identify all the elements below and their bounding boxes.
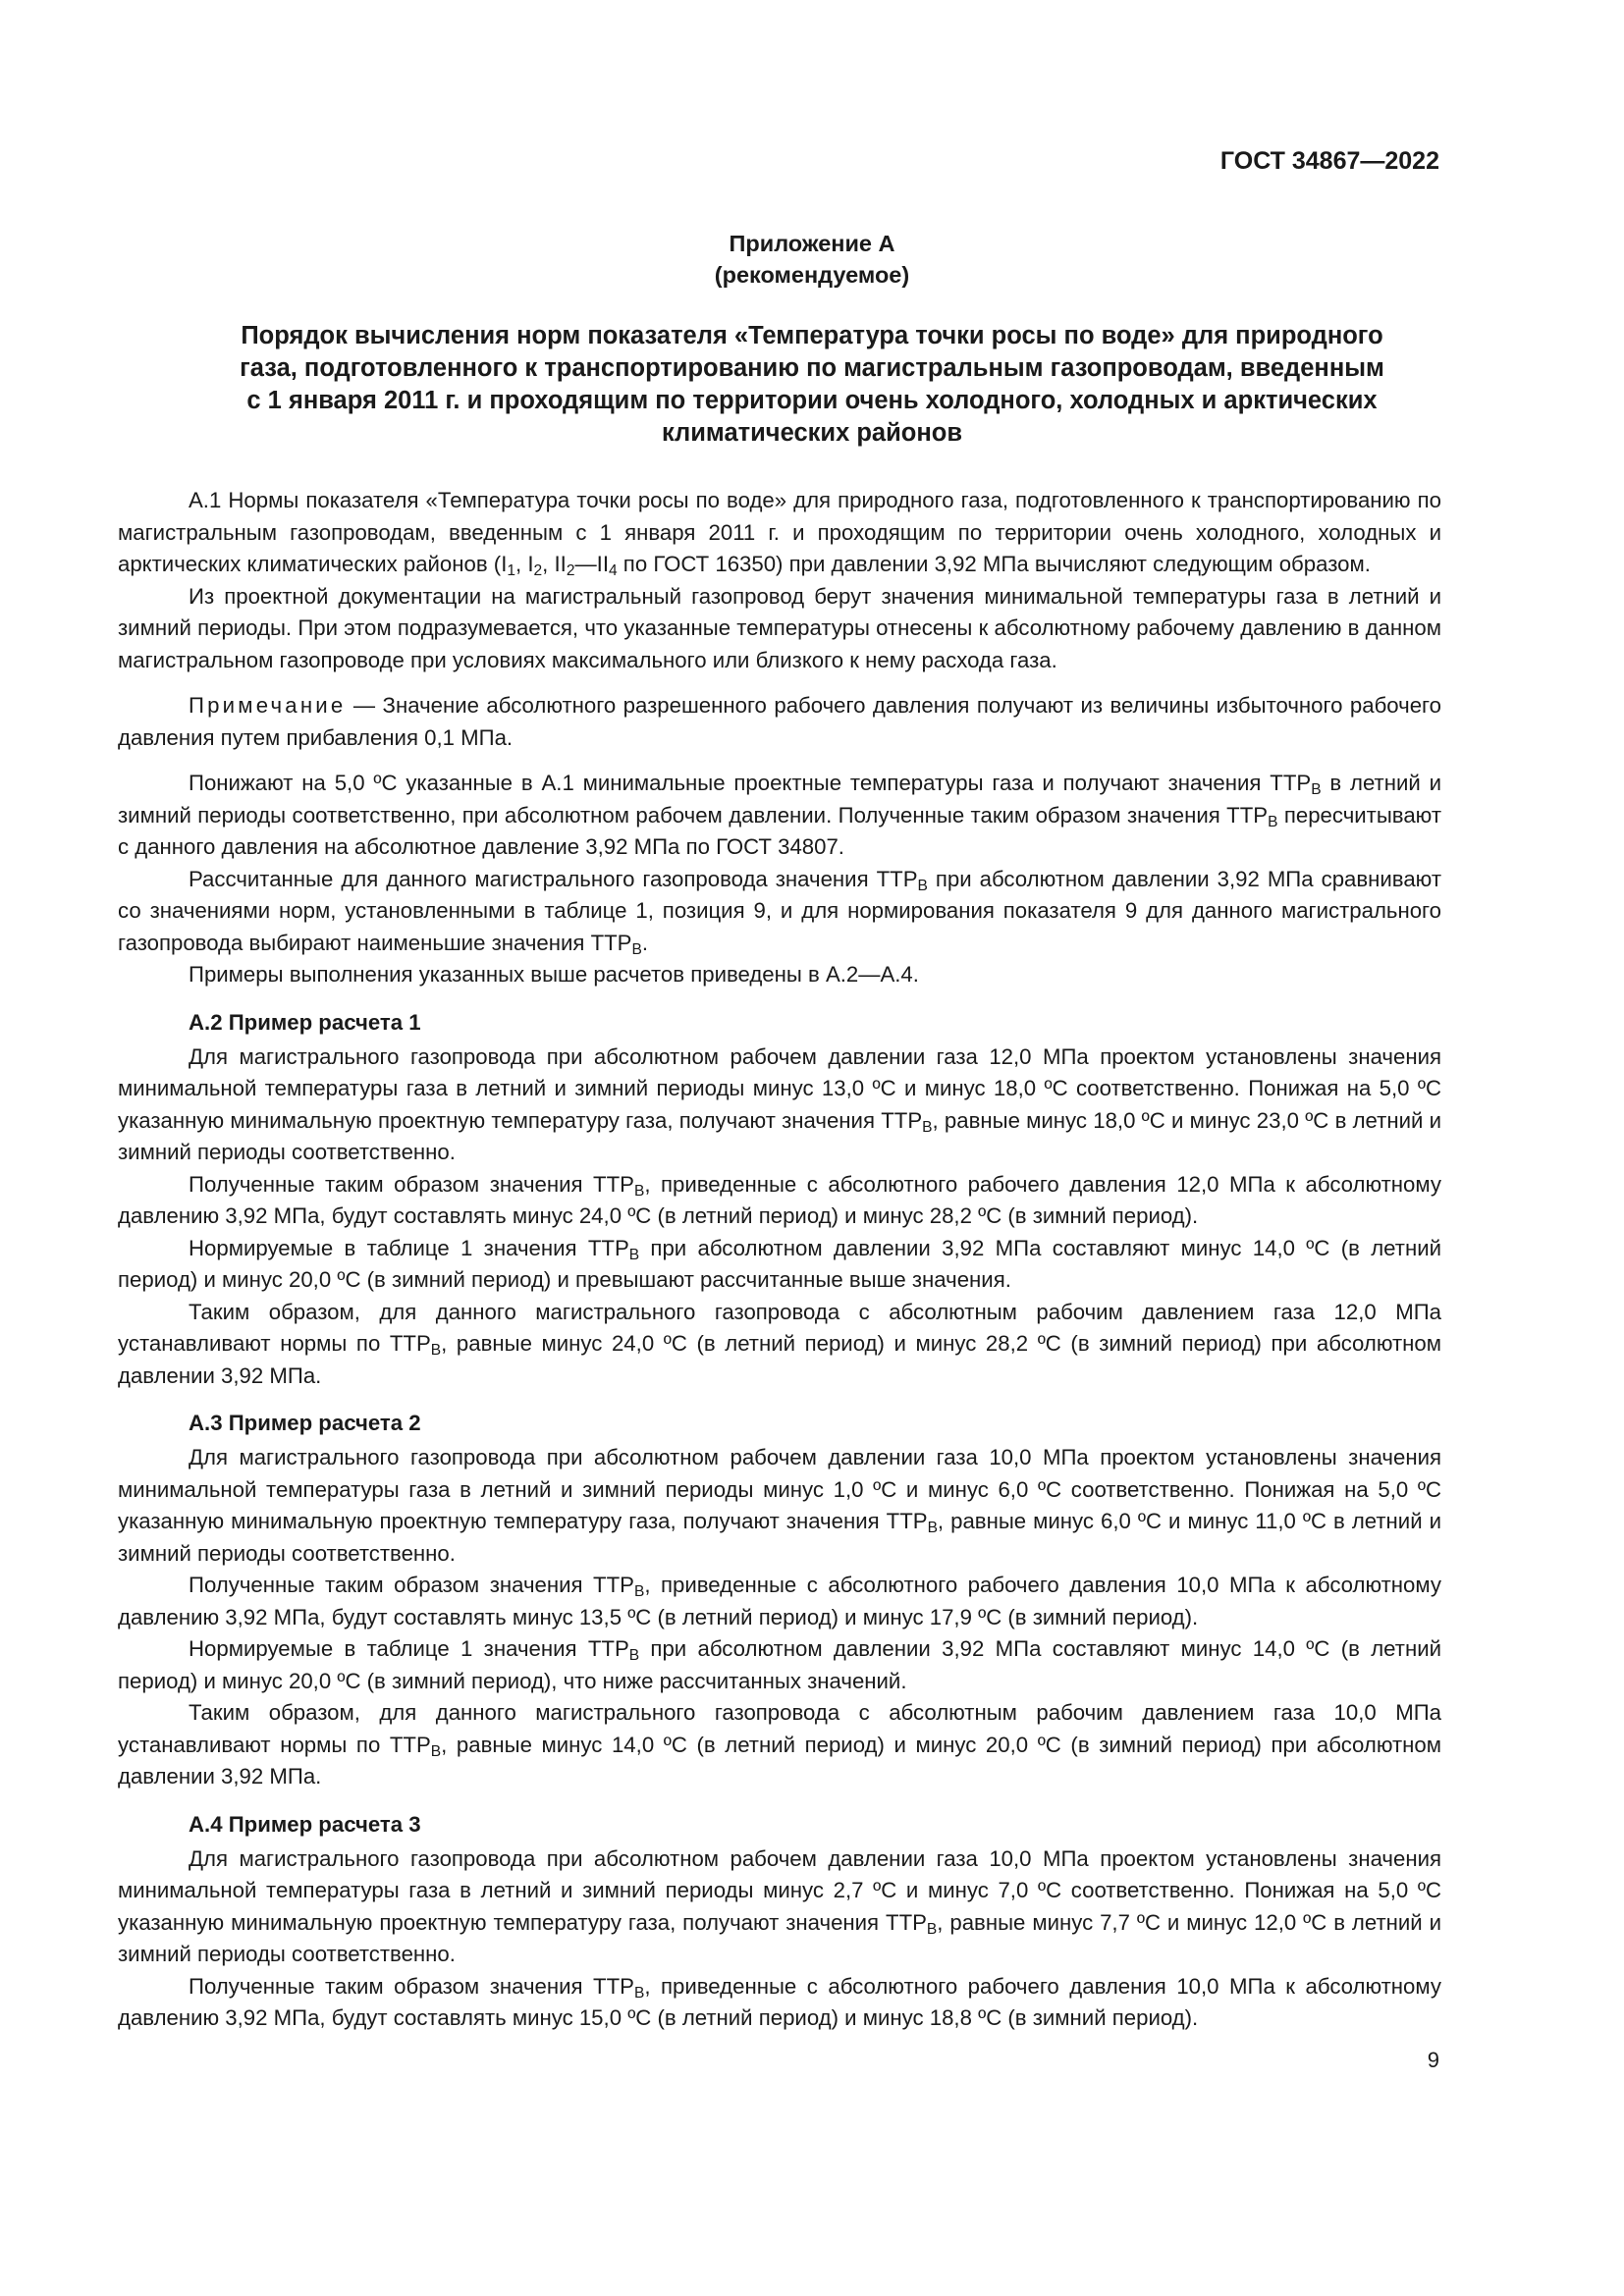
section-heading: А.2 Пример расчета 1 [189, 1009, 421, 1035]
paragraph: Для магистрального газопровода при абсолютном рабочем давлении газа 12,0 МПа проектом установлены значения минимальной температуры газа в летний и зимний периоды минус 13,0 ºС и минус 18,0 ºС соответственно. Понижая на 5,0 ºС указанную минимальную проектную температуру газа, получают значения $ТТР_В$, равные минус 18,0 ºС и минус 23,0 ºС в летний и зимний периоды соответственно. [118, 1043, 1442, 1164]
document-id: ГОСТ 34867—2022 [1219, 147, 1439, 175]
paragraph: Таким образом, для данного магистрального газопровода с абсолютным рабочим давлением газа 12,0 МПа устанавливают нормы по $ТТР_В$, равные минус 24,0 ºС (в летний период) и минус 28,2 ºС (в зимний период) при абсолютном давлении 3,92 МПа. [118, 1299, 1441, 1388]
note-label: Примечание [189, 693, 347, 718]
appendix-status: (рекомендуемое) [714, 262, 910, 288]
title-line: газа, подготовленного к транспортированию по магистральным газопроводам, введенным [240, 354, 1384, 382]
title-line: Порядок вычисления норм показателя «Температура точки росы по воде» для природного [241, 322, 1383, 349]
paragraph: Примеры выполнения указанных выше расчетов приведены в А.2—А.4. [189, 962, 919, 987]
title-line: с 1 января 2011 г. и проходящим по территории очень холодного, холодных и арктических [246, 387, 1378, 414]
paragraph: Рассчитанные для данного магистрального газопровода значения $ТТР_В$ при абсолютном давлении 3,92 МПа сравнивают со значениями норм, установленными в таблице 1, позиция 9, и для нормирования показателя 9 для данного магистрального газопровода выбирают наименьшие значения $ТТР_В$. [118, 866, 1441, 958]
paragraph: Полученные таким образом значения $ТТР_В$, приведенные с абсолютного рабочего давления 12,0 МПа к абсолютному давлению 3,92 МПа, будут составлять минус 24,0 ºС (в летний период) и минус 28,2 ºС (в зимний период). [118, 1171, 1441, 1228]
document-body [118, 485, 1441, 2035]
note [118, 690, 1441, 754]
paragraph: Полученные таким образом значения $ТТР_В$, приведенные с абсолютного рабочего давления 10,0 МПа к абсолютному давлению 3,92 МПа, будут составлять минус 15,0 ºС (в летний период) и минус 18,8 ºС (в зимний период). [118, 1973, 1441, 2030]
appendix-heading [0, 228, 1624, 291]
paragraph: Нормируемые в таблице 1 значения $ТТР_В$ при абсолютном давлении 3,92 МПа составляют минус 14,0 ºС (в летний период) и минус 20,0 ºС (в зимний период), что ниже рассчитанных значений. [118, 1636, 1441, 1693]
page-number: 9 [1427, 2048, 1439, 2072]
paragraph: Из проектной документации на магистральный газопровод берут значения минимальной температуры газа в летний и зимний периоды. При этом подразумевается, что указанные температуры отнесены к абсолютному рабочему давлению в данном магистральном газопроводе при условиях максимального или близкого к нему расхода газа. [118, 583, 1441, 672]
note-text: — Значение абсолютного разрешенного рабочего давления получают из величины избыточного рабочего давления путем прибавления 0,1 МПа. [118, 693, 1441, 750]
section-heading: А.3 Пример расчета 2 [189, 1411, 421, 1435]
paragraph: Таким образом, для данного магистрального газопровода с абсолютным рабочим давлением газа 10,0 МПа устанавливают нормы по $ТТР_В$, равные минус 14,0 ºС (в летний период) и минус 20,0 ºС (в зимний период) при абсолютном давлении 3,92 МПа. [118, 1700, 1441, 1789]
paragraph-a1-intro: А.1 Нормы показателя «Температура точки росы по воде» для природного газа, подготовленного к транспортированию по магистральным газопроводам, введенным с 1 января 2011 г. и проходящим по территории очень холодного, холодных и арктических климатических районов ($I_1$, $I_2$, $II_2—II_4$ по ГОСТ 16350) при давлении 3,92 МПа вычисляют следующим образом. [118, 488, 1441, 579]
section-heading: А.4 Пример расчета 3 [189, 1811, 421, 1837]
appendix-title [157, 320, 1467, 450]
appendix-label: Приложение А [729, 231, 895, 256]
paragraph: Для магистрального газопровода при абсолютном рабочем давлении газа 10,0 МПа проектом установлены значения минимальной температуры газа в летний и зимний периоды минус 1,0 ºС и минус 6,0 ºС соответственно. Понижая на 5,0 ºС указанную минимальную проектную температуру газа, получают значения $ТТР_В$, равные минус 6,0 ºС и минус 11,0 ºС в летний и зимний периоды соответственно. [118, 1445, 1442, 1566]
paragraph: Для магистрального газопровода при абсолютном рабочем давлении газа 10,0 МПа проектом установлены значения минимальной температуры газа в летний и зимний периоды минус 2,7 ºС и минус 7,0 ºС соответственно. Понижая на 5,0 ºС указанную минимальную проектную температуру газа, получают значения $ТТР_В$, равные минус 7,7 ºС и минус 12,0 ºС в летний и зимний периоды соответственно. [118, 1845, 1442, 1966]
paragraph: Нормируемые в таблице 1 значения $ТТР_В$ при абсолютном давлении 3,92 МПа составляют минус 14,0 ºС (в летний период) и минус 20,0 ºС (в зимний период) и превышают рассчитанные выше значения. [118, 1235, 1441, 1292]
paragraph: Полученные таким образом значения $ТТР_В$, приведенные с абсолютного рабочего давления 10,0 МПа к абсолютному давлению 3,92 МПа, будут составлять минус 13,5 ºС (в летний период) и минус 17,9 ºС (в зимний период). [118, 1573, 1441, 1629]
title-line: климатических районов [661, 419, 963, 447]
paragraph: Понижают на 5,0 ºС указанные в А.1 минимальные проектные температуры газа и получают значения $ТТР_В$ в летний и зимний периоды соответственно, при абсолютном рабочем давлении. Полученные таким образом значения $ТТР_В$ пересчитывают с данного давления на абсолютное давление 3,92 МПа по ГОСТ 34807. [118, 771, 1441, 859]
